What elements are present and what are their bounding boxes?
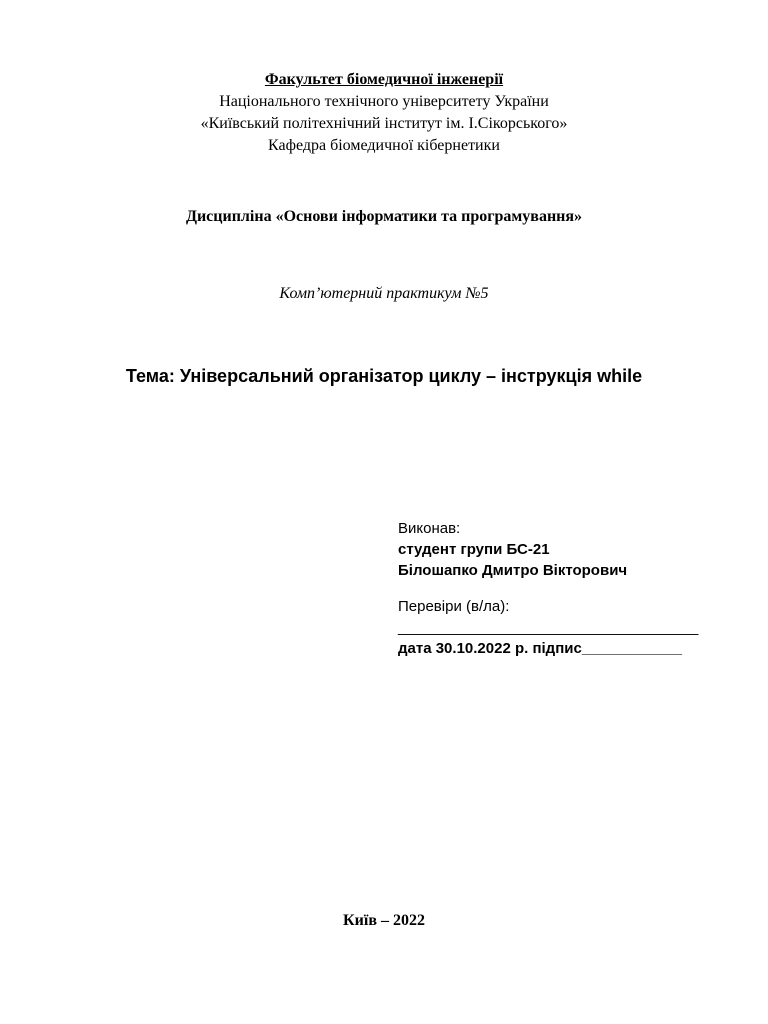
spacer bbox=[398, 581, 698, 596]
discipline-title: Дисципліна «Основи інформатики та програмування» bbox=[185, 208, 583, 225]
institution-header bbox=[0, 69, 768, 157]
student-group: студент групи БС-21 bbox=[398, 541, 550, 558]
done-by-label: Виконав: bbox=[398, 520, 461, 537]
signature-block bbox=[398, 518, 698, 659]
city-year: Київ – 2022 bbox=[343, 912, 425, 929]
practicum-title: Комп’ютерний практикум №5 bbox=[279, 285, 489, 302]
checker-blank-line: ____________________________________ bbox=[398, 619, 699, 636]
student-name: Білошапко Дмитро Вікторович bbox=[398, 562, 628, 579]
institute-name: «Київський політехнічний інститут ім. І.Сікорського» bbox=[200, 115, 568, 132]
topic-title: Тема: Універсальний організатор циклу – інструкція while bbox=[125, 366, 643, 386]
checked-by-label: Перевіри (в/ла): bbox=[398, 598, 510, 615]
university-name: Національного технічного університету України bbox=[219, 93, 549, 110]
date-signature-line: дата 30.10.2022 р. підпис____________ bbox=[398, 640, 682, 657]
department-name: Кафедра біомедичної кібернетики bbox=[268, 137, 500, 154]
faculty-name: Факультет біомедичної інженерії bbox=[264, 71, 504, 88]
